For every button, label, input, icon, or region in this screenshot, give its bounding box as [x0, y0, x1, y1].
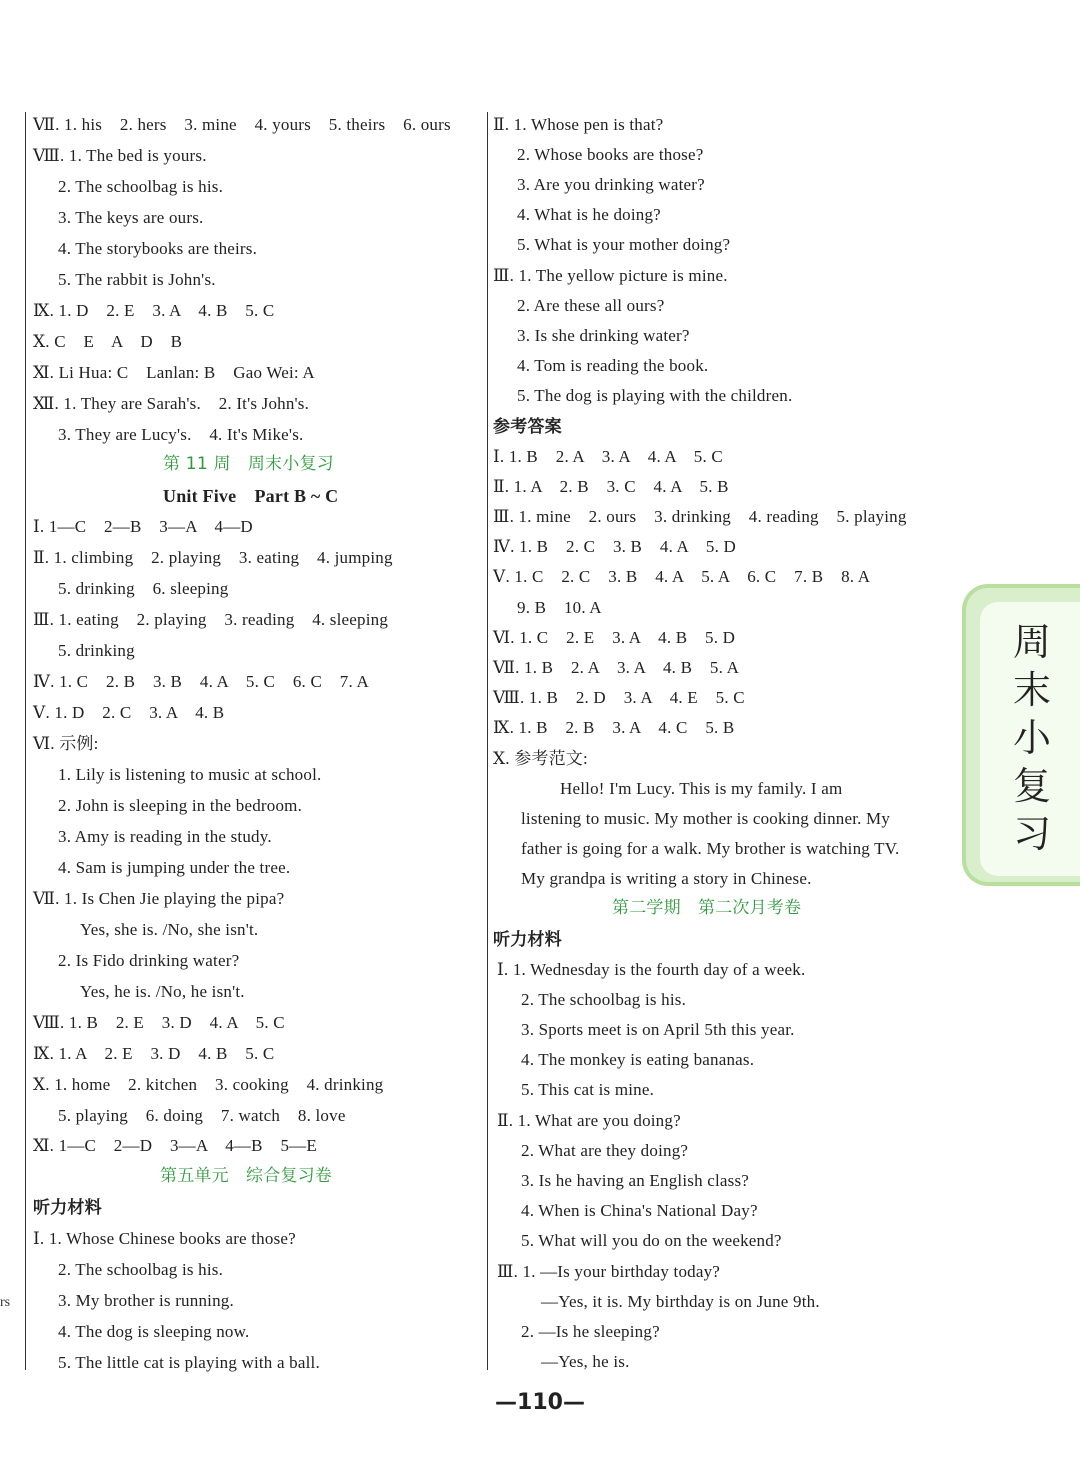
answer-line: Ⅱ. 1. What are you doing?: [497, 1111, 681, 1130]
answer-line: 4. The monkey is eating bananas.: [521, 1050, 755, 1069]
side-tab-inner: [980, 602, 1080, 876]
answer-line: 1. Lily is listening to music at school.: [58, 765, 322, 784]
answer-line: Ⅱ. 1. Whose pen is that?: [493, 115, 664, 134]
left-column-rule: [25, 112, 26, 1370]
answer-line: 2. The schoolbag is his.: [521, 990, 687, 1009]
answer-line: Ⅱ. 1. A 2. B 3. C 4. A 5. B: [493, 477, 729, 496]
answer-line: —Yes, he is.: [541, 1352, 630, 1371]
edge-fragment: rs: [0, 1295, 11, 1310]
answer-line: 3. Amy is reading in the study.: [58, 827, 272, 846]
answer-line: Ⅸ. 1. A 2. E 3. D 4. B 5. C: [33, 1044, 275, 1063]
answer-line: 5. The rabbit is John's.: [58, 270, 216, 289]
answer-line: —Yes, it is. My birthday is on June 9th.: [541, 1292, 820, 1311]
answer-line: 2. John is sleeping in the bedroom.: [58, 796, 303, 815]
answer-line: 3. Is he having an English class?: [521, 1171, 750, 1190]
answer-line: 3. Are you drinking water?: [517, 175, 705, 194]
answer-line: Ⅲ. 1. mine 2. ours 3. drinking 4. reading 5. playing: [493, 507, 907, 526]
answer-line: 4. The dog is sleeping now.: [58, 1322, 250, 1341]
answer-line: Ⅱ. 1. climbing 2. playing 3. eating 4. jumping: [33, 548, 393, 567]
answer-line: Ⅴ. 1. D 2. C 3. A 4. B: [33, 703, 225, 722]
answer-line: 3. The keys are ours.: [58, 208, 204, 227]
section-heading: Unit Five Part B ~ C: [163, 486, 339, 506]
answer-line: Ⅹ. C E A D B: [33, 332, 183, 351]
answer-line: My grandpa is writing a story in Chinese.: [521, 869, 812, 888]
answer-line: Ⅷ. 1. The bed is yours.: [33, 146, 207, 165]
answer-line: Ⅺ. Li Hua: C Lanlan: B Gao Wei: A: [33, 363, 315, 382]
answer-line: Ⅰ. 1. Whose Chinese books are those?: [33, 1229, 296, 1248]
answer-line: 2. Whose books are those?: [517, 145, 704, 164]
answer-line: 5. drinking: [58, 641, 135, 660]
answer-line: Ⅳ. 1. B 2. C 3. B 4. A 5. D: [493, 537, 736, 556]
answer-line: Ⅸ. 1. B 2. B 3. A 4. C 5. B: [493, 718, 735, 737]
section-heading: 听力材料: [493, 930, 562, 950]
answer-line: Ⅵ. 1. C 2. E 3. A 4. B 5. D: [493, 628, 736, 647]
answer-line: Ⅳ. 1. C 2. B 3. B 4. A 5. C 6. C 7. A: [33, 672, 369, 691]
answer-line: Yes, he is. /No, he isn't.: [80, 982, 245, 1001]
answer-line: Ⅰ. 1—C 2—B 3—A 4—D: [33, 517, 253, 536]
section-heading: 第二学期 第二次月考卷: [612, 898, 802, 918]
answer-line: Ⅶ. 1. B 2. A 3. A 4. B 5. A: [493, 658, 740, 677]
answer-line: Ⅷ. 1. B 2. E 3. D 4. A 5. C: [33, 1013, 285, 1032]
answer-line: 2. The schoolbag is his.: [58, 177, 224, 196]
answer-line: 3. Sports meet is on April 5th this year.: [521, 1020, 795, 1039]
answer-line: Ⅻ. 1. They are Sarah's. 2. It's John's.: [33, 394, 310, 413]
answer-line: 5. What will you do on the weekend?: [521, 1231, 782, 1250]
answer-line: 2. What are they doing?: [521, 1141, 689, 1160]
answer-line: Ⅰ. 1. Wednesday is the fourth day of a week.: [497, 960, 806, 979]
answer-line: 9. B 10. A: [517, 598, 602, 617]
answer-line: Yes, she is. /No, she isn't.: [80, 920, 259, 939]
answer-line: 4. Tom is reading the book.: [517, 356, 709, 375]
side-tab: [962, 584, 1080, 886]
answer-line: 5. This cat is mine.: [521, 1080, 655, 1099]
section-heading: 听力材料: [33, 1198, 102, 1218]
answer-line: 5. The little cat is playing with a ball.: [58, 1353, 320, 1372]
answer-line: Ⅹ. 1. home 2. kitchen 3. cooking 4. drinking: [33, 1075, 384, 1094]
side-tab-char: 习: [1012, 812, 1051, 856]
answer-line: 4. What is he doing?: [517, 205, 661, 224]
answer-line: 5. playing 6. doing 7. watch 8. love: [58, 1106, 346, 1125]
answer-line: 5. drinking 6. sleeping: [58, 579, 229, 598]
answer-line: 3. Is she drinking water?: [517, 326, 690, 345]
answer-line: 2. Are these all ours?: [517, 296, 665, 315]
side-tab-char: 末: [1012, 668, 1051, 712]
answer-line: 2. Is Fido drinking water?: [58, 951, 240, 970]
side-tab-char: 小: [1012, 716, 1051, 760]
answer-line: 4. The storybooks are theirs.: [58, 239, 258, 258]
answer-line: 2. The schoolbag is his.: [58, 1260, 224, 1279]
answer-line: Ⅸ. 1. D 2. E 3. A 4. B 5. C: [33, 301, 275, 320]
answer-line: 2. —Is he sleeping?: [521, 1322, 660, 1341]
answer-line: Ⅶ. 1. his 2. hers 3. mine 4. yours 5. theirs 6. ours: [33, 115, 451, 134]
answer-line: Ⅹ. 参考范文:: [493, 749, 588, 768]
answer-line: 5. The dog is playing with the children.: [517, 386, 793, 405]
answer-line: Ⅶ. 1. Is Chen Jie playing the pipa?: [33, 889, 285, 908]
answer-line: Ⅷ. 1. B 2. D 3. A 4. E 5. C: [493, 688, 745, 707]
section-heading: 第 11 周 周末小复习: [163, 454, 334, 474]
side-tab-char: 周: [1012, 620, 1051, 664]
answer-line: 5. What is your mother doing?: [517, 235, 731, 254]
answer-line: 4. Sam is jumping under the tree.: [58, 858, 291, 877]
answer-line: Ⅺ. 1—C 2—D 3—A 4—B 5—E: [33, 1136, 317, 1155]
side-tab-char: 复: [1012, 764, 1051, 808]
section-heading: 参考答案: [493, 417, 562, 437]
answer-line: Ⅰ. 1. B 2. A 3. A 4. A 5. C: [493, 447, 723, 466]
answer-line: Ⅲ. 1. The yellow picture is mine.: [493, 266, 728, 285]
answer-line: 3. My brother is running.: [58, 1291, 234, 1310]
page-number: —110—: [495, 1390, 585, 1415]
answer-line: Hello! I'm Lucy. This is my family. I am: [560, 779, 843, 798]
column-divider: [487, 112, 488, 1370]
answer-line: Ⅲ. 1. eating 2. playing 3. reading 4. sleeping: [33, 610, 389, 629]
answer-line: Ⅲ. 1. —Is your birthday today?: [497, 1262, 721, 1281]
answer-line: Ⅵ. 示例:: [33, 734, 99, 753]
answer-line: father is going for a walk. My brother is watching TV.: [521, 839, 900, 858]
answer-line: Ⅴ. 1. C 2. C 3. B 4. A 5. A 6. C 7. B 8. A: [493, 567, 871, 586]
answer-line: listening to music. My mother is cooking dinner. My: [521, 809, 891, 828]
section-heading: 第五单元 综合复习卷: [160, 1166, 332, 1186]
answer-line: 4. When is China's National Day?: [521, 1201, 758, 1220]
answer-line: 3. They are Lucy's. 4. It's Mike's.: [58, 425, 304, 444]
